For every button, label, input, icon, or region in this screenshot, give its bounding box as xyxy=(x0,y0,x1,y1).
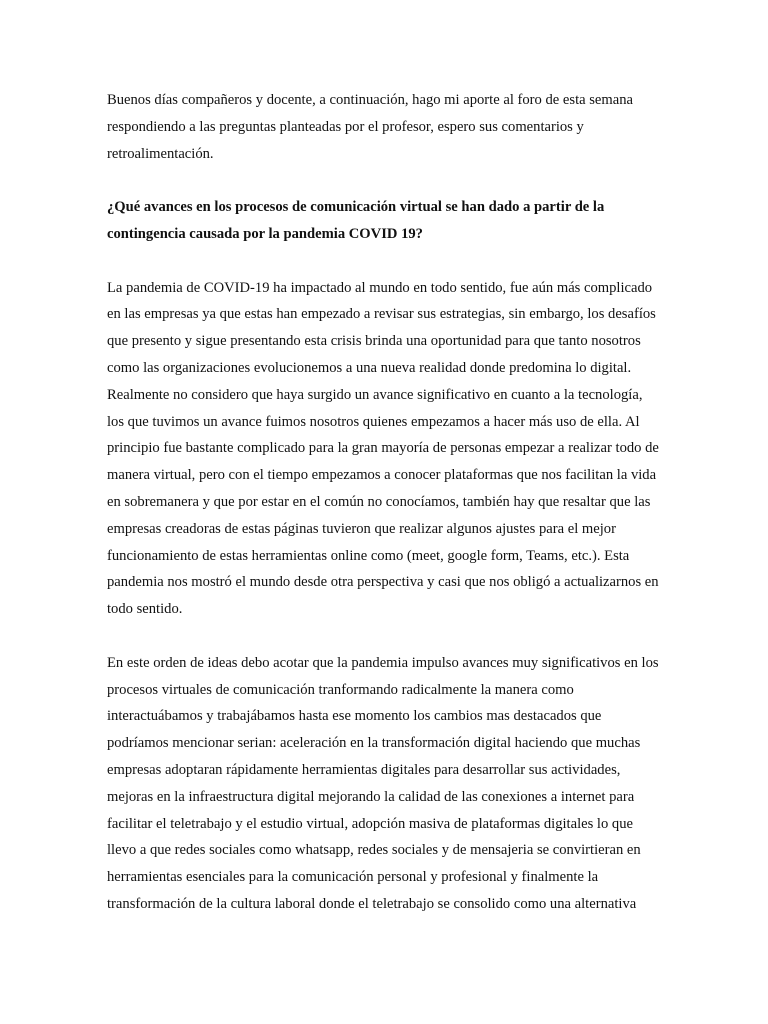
body-paragraph-2: En este orden de ideas debo acotar que la pandemia impulso avances muy significativos en los procesos virtuales de comunicación tranformando radicalmente la manera como interactuábamos y trabajábamos hasta ese momento los cambios mas destacados que podríamos mencionar serian: aceleración en la transformación digital haciendo que muchas empresas adoptaran rápidamente herramientas digitales para desarrollar sus actividades, mejoras en la infraestructura digital mejorando la calidad de las conexiones a internet para facilitar el teletrabajo y el estudio virtual, adopción masiva de plataformas digitales lo que llevo a que redes sociales como whatsapp, redes sociales y de mensajeria se convirtieran en herramientas esenciales para la comunicación personal y profesional y finalmente la transformación de la cultura laboral donde el teletrabajo se consolido como una alternativa xyxy=(107,654,659,912)
body-paragraph-1: La pandemia de COVID-19 ha impactado al mundo en todo sentido, fue aún más complicado en las empresas ya que estas han empezado a revisar sus estrategias, sin embargo, los desafíos que presento y sigue presentando esta crisis brinda una oportunidad para que tanto nosotros como las organizaciones evolucionemos a una nueva realidad donde predomina lo digital. Realmente no considero que haya surgido un avance significativo en cuanto a la tecnología, los que tuvimos un avance fuimos nosotros quienes empezamos a hacer más uso de ella. Al principio fue bastante complicado para la gran mayoría de personas empezar a realizar todo de manera virtual, pero con el tiempo empezamos a conocer plataformas que nos facilitan la vida en sobremanera y que por estar en el común no conocíamos, también hay que resaltar que las empresas creadoras de estas páginas tuvieron que realizar algunos ajustes para el mejor funcionamiento de estas herramientas online como (meet, google form, Teams, etc.). Esta pandemia nos mostró el mundo desde otra perspectiva y casi que nos obligó a actualizarnos en todo sentido. xyxy=(107,279,659,618)
question-heading: ¿Qué avances en los procesos de comunicación virtual se han dado a partir de la contingencia causada por la pandemia COVID 19? xyxy=(107,199,605,242)
intro-paragraph: Buenos días compañeros y docente, a continuación, hago mi aporte al foro de esta semana respondiendo a las preguntas planteadas por el profesor, espero sus comentarios y retroalimentación. xyxy=(107,92,634,162)
document-page xyxy=(107,87,659,945)
